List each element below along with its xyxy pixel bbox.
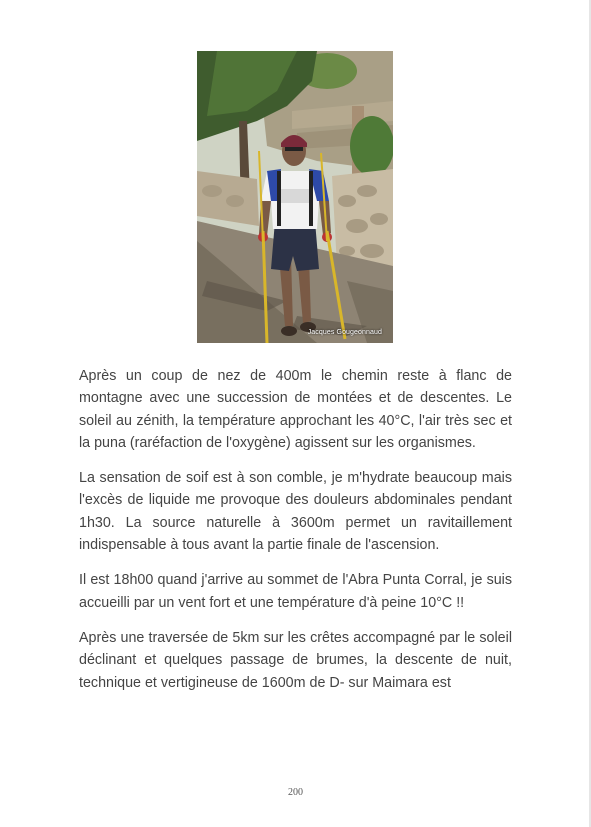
paragraph-2: La sensation de soif est à son comble, je m'hydrate beaucoup mais l'excès de liquide me provoque des douleurs abdominales pendant 1h30. La source naturelle à 3600m permet un ravitaillement indispensable à tous avant la partie finale de l'ascension. — [79, 470, 512, 554]
page-number: 200 — [288, 787, 303, 798]
paragraph-1: Après un coup de nez de 400m le chemin reste à flanc de montagne avec une succession de montées et de descentes. Le soleil au zénith, la température approchant les 40°C, l'air très sec et la puna (raréfaction de l'oxygène) agissent sur les organismes. — [79, 368, 512, 451]
photo-credit: Jacques Gougeonnaud — [307, 329, 382, 336]
body-text — [79, 365, 512, 707]
trail-runner-photo — [197, 51, 393, 343]
paragraph-4: Après une traversée de 5km sur les crêtes accompagné par le soleil déclinant et quelques passage de brumes, la descente de nuit, technique et vertigineuse de 1600m de D- sur Maimara est — [79, 629, 512, 691]
paragraph-3: Il est 18h00 quand j'arrive au sommet de l'Abra Punta Corral, je suis accueilli par un vent fort et une température d'à peine 10°C !! — [79, 572, 512, 611]
photo-illustration — [197, 51, 393, 343]
